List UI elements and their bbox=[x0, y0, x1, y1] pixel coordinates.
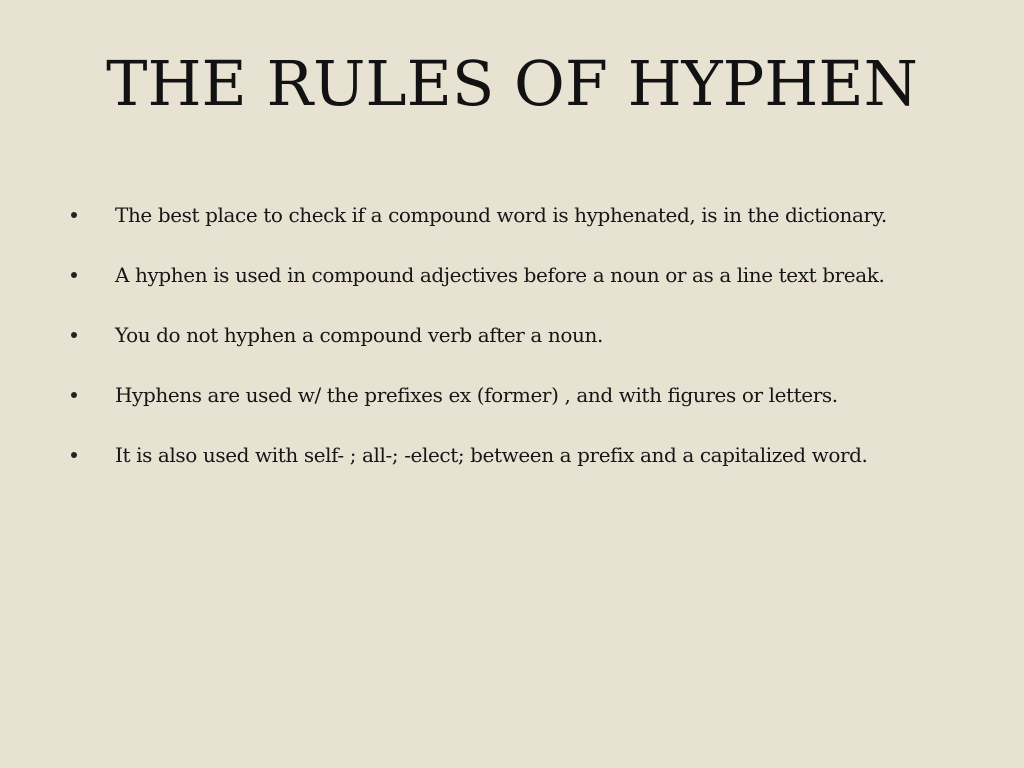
bullet-dot-icon bbox=[71, 332, 77, 338]
bullet-list bbox=[0, 197, 1024, 497]
slide-title: THE RULES OF HYPHEN bbox=[106, 47, 918, 120]
bullet-item bbox=[0, 197, 1024, 257]
bullet-text: A hyphen is used in compound adjectives before a noun or as a line text break. bbox=[115, 263, 885, 287]
bullet-item bbox=[0, 257, 1024, 317]
bullet-item bbox=[0, 437, 1024, 497]
bullet-dot-icon bbox=[71, 272, 77, 278]
bullet-text: It is also used with self- ; all-; -elect; between a prefix and a capitalized word. bbox=[115, 443, 868, 467]
bullet-dot-icon bbox=[71, 212, 77, 218]
bullet-item bbox=[0, 377, 1024, 437]
bullet-dot-icon bbox=[71, 452, 77, 458]
bullet-dot-icon bbox=[71, 392, 77, 398]
bullet-text: Hyphens are used w/ the prefixes ex (former) , and with figures or letters. bbox=[115, 383, 838, 407]
bullet-text: The best place to check if a compound word is hyphenated, is in the dictionary. bbox=[115, 203, 887, 227]
bullet-text: You do not hyphen a compound verb after a noun. bbox=[115, 323, 603, 347]
bullet-item bbox=[0, 317, 1024, 377]
